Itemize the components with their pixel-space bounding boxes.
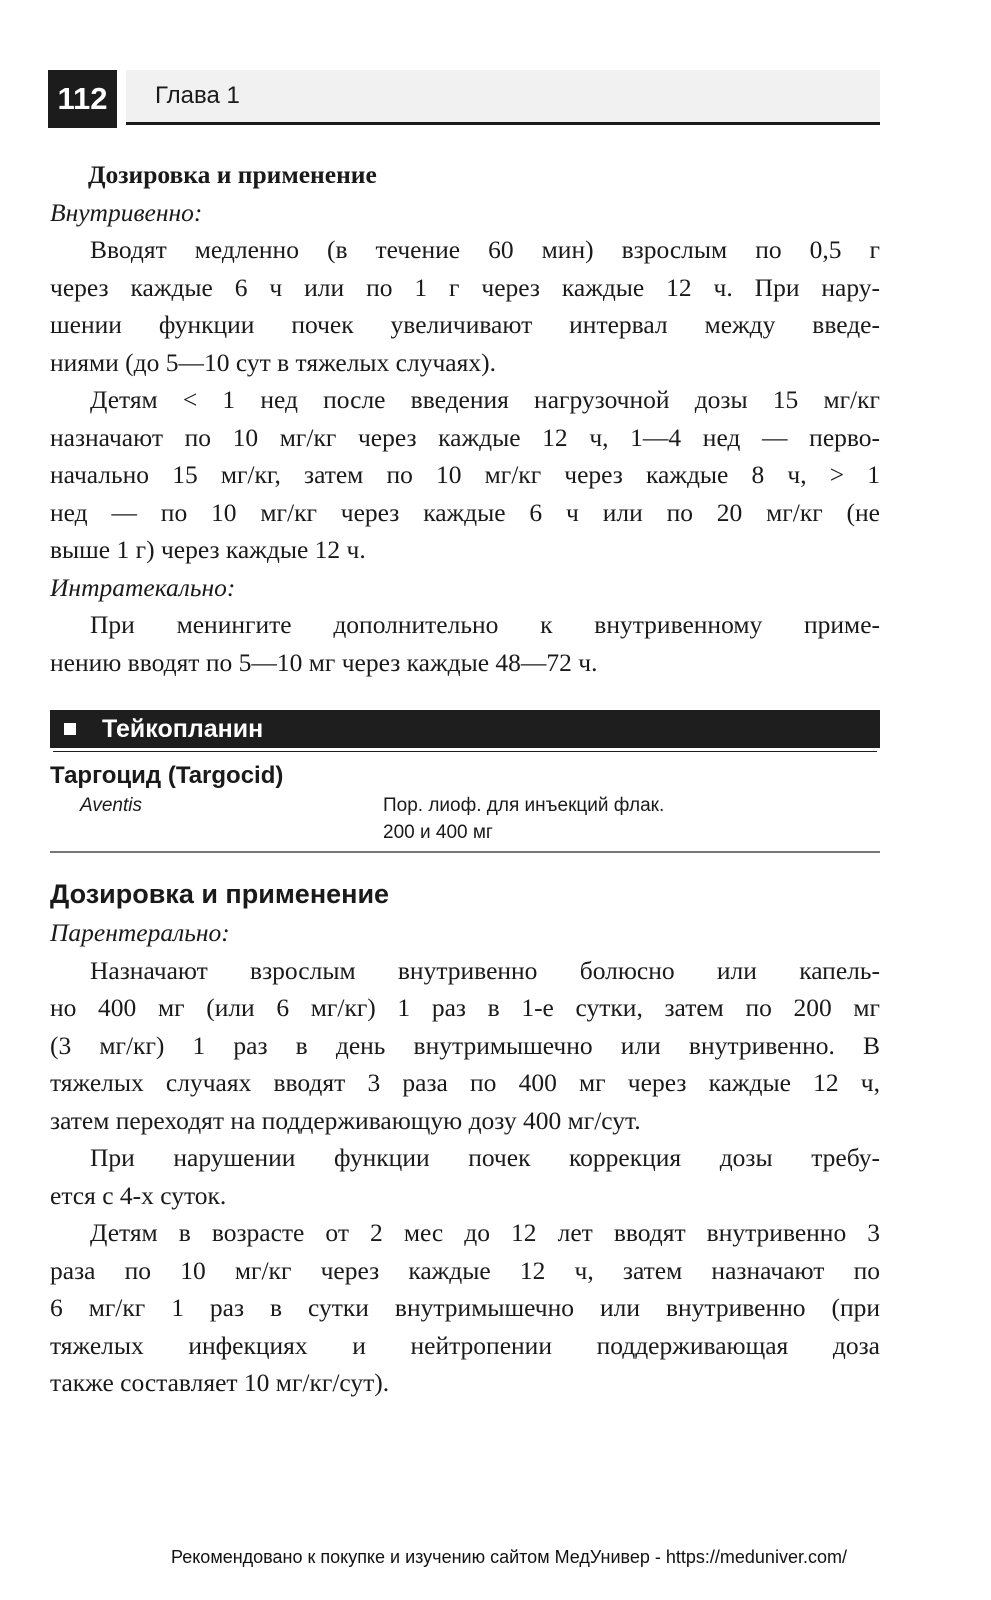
dosage-form — [383, 792, 880, 846]
paragraph-children — [50, 1214, 880, 1402]
drug-name-bar — [50, 710, 880, 748]
page-number: 112 — [48, 70, 117, 128]
dosage-heading-2: Дозировка и применение — [50, 879, 390, 909]
text-line: (3 мг/кг) 1 раз в день внутримышечно или внутривенно. В — [50, 1030, 880, 1060]
route-intrathecal: Интратекально: — [50, 572, 236, 602]
text-line: выше 1 г) через каждые 12 ч. — [50, 535, 366, 564]
text-line: Назначают взрослым внутривенно болюсно или капель- — [90, 955, 880, 985]
text-line: нению вводят по 5—10 мг через каждые 48—72 ч. — [50, 647, 598, 677]
text-line: нед — по 10 мг/кг через каждые 6 ч или по 20 мг/кг (не — [50, 497, 880, 527]
text-line: При менингите дополнительно к внутривенному приме- — [90, 610, 880, 639]
text-line: через каждые 6 ч или по 1 г через каждые 12 ч. При нару- — [50, 272, 880, 302]
text-line: Детям в возрасте от 2 мес до 12 лет вводят внутривенно 3 — [90, 1218, 880, 1247]
text-line: назначают по 10 мг/кг через каждые 12 ч, 1—4 нед — перво- — [50, 422, 880, 452]
dosage-form-line: 200 и 400 мг — [383, 822, 493, 843]
text-line: Детям < 1 нед после введения нагрузочной дозы 15 мг/кг — [90, 385, 880, 414]
footer-note: Рекомендовано к покупке и изучению сайтом МедУнивер - https://meduniver.com/ — [171, 1547, 847, 1567]
text-line: Вводят медленно (в течение 60 мин) взрослым по 0,5 г — [90, 235, 880, 264]
brand-block — [50, 760, 880, 853]
brand-row — [50, 792, 880, 846]
brand-name: Таргоцид (Targocid) — [50, 762, 284, 789]
text-line: ется с 4-х суток. — [50, 1180, 227, 1210]
text-line: также составляет 10 мг/кг/сут). — [50, 1368, 390, 1397]
text-line: но 400 мг (или 6 мг/кг) 1 раз в 1-е сутки, затем по 200 мг — [50, 993, 880, 1022]
paragraph-iv-children — [50, 381, 880, 569]
text-line: тяжелых случаях вводят 3 раза по 400 мг через каждые 12 ч, — [50, 1068, 880, 1097]
paragraph-intrathecal — [50, 606, 880, 681]
text-line: затем переходят на поддерживающую дозу 400 мг/сут. — [50, 1105, 641, 1135]
text-line: ниями (до 5—10 сут в тяжелых случаях). — [50, 347, 496, 377]
route-intravenous: Внутривенно: — [50, 197, 203, 227]
paragraph-iv-adults — [50, 231, 880, 381]
square-bullet-icon — [64, 723, 76, 735]
paragraph-adults — [50, 952, 880, 1140]
page-content — [50, 156, 880, 1402]
chapter-title: Глава 1 — [155, 82, 240, 109]
text-line: 6 мг/кг 1 раз в сутки внутримышечно или внутривенно (при — [50, 1293, 880, 1322]
header-bar — [126, 70, 880, 125]
paragraph-renal — [50, 1139, 880, 1214]
text-line: раза по 10 мг/кг через каждые 12 ч, затем назначают по — [50, 1255, 880, 1285]
dosage-form-line: Пор. лиоф. для инъекций флак. — [383, 795, 665, 816]
text-line: При нарушении функции почек коррекция дозы требу- — [90, 1143, 880, 1172]
drug-name: Тейкопланин — [102, 714, 264, 743]
text-line: шении функции почек увеличивают интервал между введе- — [50, 310, 880, 339]
text-line: тяжелых инфекциях и нейтропении поддерживающая доза — [50, 1330, 880, 1360]
manufacturer: Aventis — [80, 795, 142, 816]
route-parenteral: Парентерально: — [50, 918, 230, 947]
page-header — [48, 70, 880, 128]
dosage-heading: Дозировка и применение — [88, 160, 377, 189]
text-line: начально 15 мг/кг, затем по 10 мг/кг через каждые 8 ч, > 1 — [50, 460, 880, 489]
